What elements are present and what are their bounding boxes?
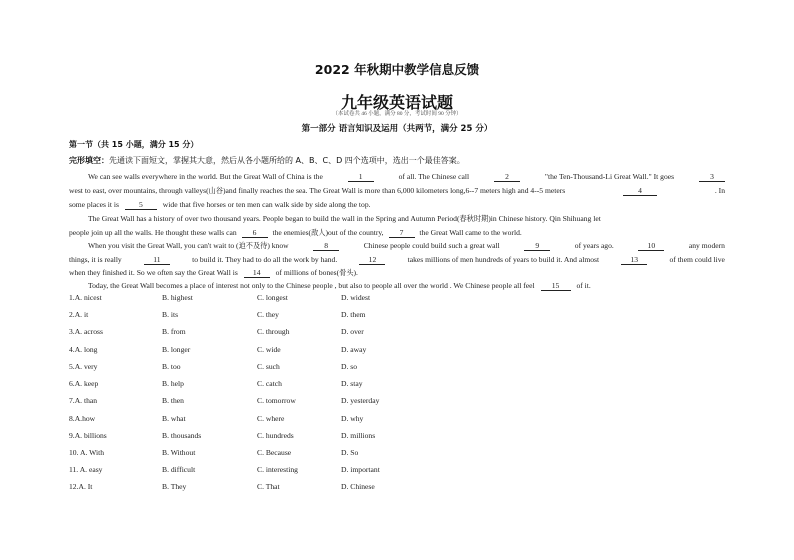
- option-d: D. them: [341, 310, 366, 319]
- option-d: D. so: [341, 362, 358, 371]
- passage-line: [69, 228, 522, 238]
- option-a: 9.A. billions: [69, 431, 107, 440]
- option-b: B. They: [162, 482, 187, 491]
- passage-text: )in Chinese history. Qin Shihuang let: [488, 214, 601, 223]
- blank-1: 1: [348, 172, 374, 182]
- option-b: B. help: [162, 379, 184, 388]
- option-c: C. interesting: [257, 465, 298, 474]
- option-b: B. then: [162, 396, 184, 405]
- passage-text: to build it. They had to do all the work by hand.: [192, 255, 338, 264]
- blank-14: 14: [244, 268, 270, 278]
- option-d: D. away: [341, 345, 367, 354]
- option-c: C. where: [257, 414, 285, 423]
- option-c: C. tomorrow: [257, 396, 296, 405]
- passage-text: Chinese people could build such a great wall: [363, 241, 500, 250]
- passage-text: ).: [353, 268, 358, 277]
- option-c: C. longest: [257, 293, 288, 302]
- option-d: D. why: [341, 414, 364, 423]
- option-d: D. So: [341, 448, 359, 457]
- option-c: C. they: [257, 310, 279, 319]
- passage-text: of millions of bones(: [275, 268, 340, 277]
- option-d: D. Chinese: [341, 482, 375, 491]
- passage-text: of them could live: [669, 255, 725, 264]
- option-c: C. through: [257, 327, 290, 336]
- option-a: 10. A. With: [69, 448, 104, 457]
- option-d: D. widest: [341, 293, 371, 302]
- blank-3: 3: [699, 172, 725, 182]
- passage-text: ) know: [267, 241, 289, 250]
- passage-text: some places it is: [69, 200, 119, 209]
- blank-6: 6: [242, 228, 268, 238]
- blank-12: 12: [359, 255, 385, 265]
- passage-line: [69, 200, 371, 210]
- option-a: 3.A. across: [69, 327, 103, 336]
- option-c: C. Because: [257, 448, 292, 457]
- blank-5: 5: [125, 200, 157, 210]
- option-a: 2.A. it: [69, 310, 89, 319]
- option-c: C. catch: [257, 379, 282, 388]
- passage-text: Today, the Great Wall becomes a place of interest not only to the Chinese people , but also to people all over the world . We Chinese people all feel: [88, 281, 535, 290]
- passage-text: When you visit the Great Wall, you can't wait to (: [88, 241, 239, 250]
- passage-text: the Great Wall came to the world.: [419, 228, 522, 237]
- passage-text: . In: [714, 186, 725, 195]
- passage-text: "the Ten-Thousand-Li Great Wall." It goes: [544, 172, 675, 181]
- option-d: D. stay: [341, 379, 363, 388]
- blank-8: 8: [313, 241, 339, 251]
- chinese-gloss: 敌人: [311, 228, 326, 237]
- instruction-text: 先通读下面短文，掌握其大意，然后从各小题所给的 A、B、C、D 四个选项中，选出一个最佳答案。: [109, 156, 465, 165]
- blank-2: 2: [494, 172, 520, 182]
- passage-line: [88, 281, 591, 291]
- option-a: 5.A. very: [69, 362, 98, 371]
- option-a: 8.A.how: [69, 414, 96, 423]
- option-c: C. That: [257, 482, 280, 491]
- passage-line: [88, 214, 725, 224]
- blank-4: 4: [623, 186, 657, 196]
- blank-9: 9: [524, 241, 550, 251]
- exam-title: 九年级英语试题: [340, 93, 453, 112]
- passage-text: west to east, over mountains, through valleys(: [69, 186, 209, 195]
- instruction-label: 完形填空：: [69, 156, 109, 165]
- passage-line: [69, 268, 358, 278]
- passage-text: people join up all the walls. He thought these walls can: [69, 228, 237, 237]
- option-a: 4.A. long: [69, 345, 98, 354]
- blank-11: 11: [144, 255, 170, 265]
- passage-text: The Great Wall has a history of over two thousand years. People began to build the wall in the Spring and Autumn Period(: [88, 214, 460, 223]
- option-c: C. wide: [257, 345, 281, 354]
- document-title: 2022 年秋期中教学信息反馈: [314, 62, 480, 77]
- option-b: B. too: [162, 362, 181, 371]
- blank-13: 13: [621, 255, 647, 265]
- option-a: 7.A. than: [69, 396, 98, 405]
- passage-text: wide that five horses or ten men can walk side by side along the top.: [162, 200, 371, 209]
- part-heading: 第一部分 语言知识及运用（共两节，满分 25 分）: [301, 124, 493, 134]
- passage-line: [69, 255, 725, 265]
- option-b: B. what: [162, 414, 186, 423]
- option-b: B. highest: [162, 293, 193, 302]
- chinese-gloss: 山谷: [208, 186, 224, 195]
- chinese-gloss: 迫不及待: [238, 241, 268, 250]
- option-c: C. such: [257, 362, 280, 371]
- passage-text: of it.: [576, 281, 591, 290]
- option-b: B. from: [162, 327, 186, 336]
- option-b: B. thousands: [162, 431, 202, 440]
- blank-15: 15: [541, 281, 571, 291]
- chinese-gloss: 骨头: [339, 268, 354, 277]
- passage-text: of years ago.: [574, 241, 614, 250]
- blank-7: 7: [389, 228, 415, 238]
- passage-text: when they finished it. So we often say the Great Wall is: [69, 268, 238, 277]
- passage-text: things, it is really: [69, 255, 122, 264]
- passage-text: We can see walls everywhere in the world. But the Great Wall of China is the: [88, 172, 323, 181]
- passage-text: )out of the country,: [325, 228, 384, 237]
- blank-10: 10: [638, 241, 664, 251]
- option-a: 11. A. easy: [69, 465, 103, 474]
- exam-note: （本试卷共 46 小题，满分 80 分，考试时间 90 分钟）: [332, 111, 462, 117]
- option-a: 1.A. nicest: [69, 293, 102, 302]
- option-c: C. hundreds: [257, 431, 294, 440]
- option-d: D. millions: [341, 431, 376, 440]
- option-d: D. over: [341, 327, 364, 336]
- option-d: D. yesterday: [341, 396, 380, 405]
- option-a: 12.A. It: [69, 482, 93, 491]
- option-b: B. difficult: [162, 465, 196, 474]
- passage-text: of all. The Chinese call: [398, 172, 470, 181]
- option-d: D. important: [341, 465, 380, 474]
- passage-line: [88, 172, 725, 182]
- option-a: 6.A. keep: [69, 379, 99, 388]
- chinese-gloss: 春秋时期: [459, 214, 489, 223]
- passage-line: [69, 186, 725, 196]
- passage-text: takes millions of men hundreds of years to build it. And almost: [407, 255, 600, 264]
- passage-line: [88, 241, 725, 251]
- option-b: B. its: [162, 310, 179, 319]
- passage-text: the enemies(: [272, 228, 312, 237]
- instruction: [69, 155, 465, 166]
- section-heading: 第一节（共 15 小题，满分 15 分）: [69, 140, 199, 149]
- passage-text: any modern: [688, 241, 725, 250]
- option-b: B. longer: [162, 345, 191, 354]
- passage-text: )and finally reaches the sea. The Great Wall is more than 6,000 kilometers long,6--7 meters high and 4--5 meters: [223, 186, 566, 195]
- option-b: B. Without: [162, 448, 196, 457]
